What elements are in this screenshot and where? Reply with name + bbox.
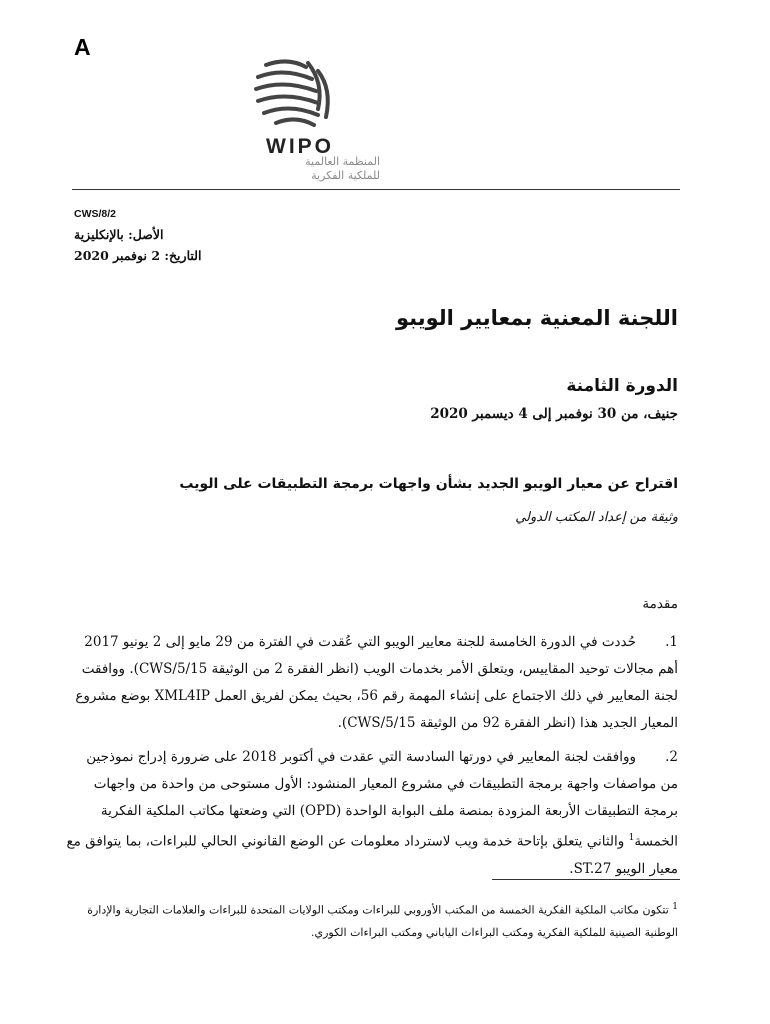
- wipo-globe-icon: [248, 55, 378, 131]
- paragraph-number: 2.: [665, 749, 678, 765]
- section-heading: مقدمة: [642, 596, 678, 612]
- paragraph-number: 1.: [665, 634, 678, 650]
- document-title: اقتراح عن معيار الويبو الجديد بشأن واجهات برمجة التطبيقات على الويب: [179, 476, 678, 492]
- prepared-by: وثيقة من إعداد المكتب الدولي: [515, 510, 678, 525]
- footnote: [66, 896, 678, 944]
- paragraph-text: حُددت في الدورة الخامسة للجنة معايير الويبو التي عُقدت في الفترة من 29 مايو إلى 2 يونيو 2017 أهم مجالات توحيد المقاييس، ويتعلق الأمر بخدمات الويب (انظر الفقرة 2 من الوثيقة CWS/5/15). ووافقت لجنة المعايير في ذلك الاجتماع على إنشاء المهمة رقم 56، بحيث يمكن لفريق العمل XML4IP بوضع مشروع المعيار الجديد هذا (انظر الفقرة 92 من الوثيقة CWS/5/15).: [75, 634, 678, 731]
- footnote-number: 1: [672, 902, 678, 912]
- original-language: الأصل: بالإنكليزية: [74, 227, 164, 242]
- footnote-text: تتكون مكاتب الملكية الفكرية الخمسة من المكتب الأوروبي للبراءات ومكتب الولايات المتحدة للبراءات والعلامات التجارية والإدارة الوطنية الصينية للملكية الفكرية ومكتب البراءات الياباني ومكتب البراءات الكوري.: [87, 903, 678, 939]
- language-letter: A: [74, 34, 91, 60]
- wipo-arabic-name: [305, 155, 380, 183]
- session-place-date: جنيف، من 30 نوفمبر إلى 4 ديسمبر 2020: [430, 406, 678, 422]
- committee-name: اللجنة المعنية بمعايير الويبو: [395, 306, 678, 330]
- paragraph-1: [66, 629, 678, 737]
- wipo-wordmark: WIPO: [266, 135, 334, 158]
- footnote-divider: [492, 879, 680, 880]
- document-date: التاريخ: 2 نوفمبر 2020: [74, 248, 202, 263]
- paragraph-text-continued: والثاني يتعلق بإتاحة خدمة ويب لاسترداد معلومات عن الوضع القانوني الحالي للبراءات، بما يتوافق مع معيار الويبو ST.27.: [66, 833, 678, 877]
- header-divider: [72, 189, 680, 190]
- footnote-reference[interactable]: 1: [628, 833, 635, 843]
- wipo-arabic-name-line2: للملكية الفكرية: [311, 169, 380, 182]
- document-code: CWS/8/2: [74, 208, 117, 220]
- document-meta: [74, 204, 274, 266]
- paragraph-text: ووافقت لجنة المعايير في دورتها السادسة التي عقدت في أكتوبر 2018 على ضرورة إدراج نموذجين من مواصفات واجهة برمجة التطبيقات في مشروع المعيار المنشود: الأول مستوحى من واحدة من واجهات برمجة التطبيقات الأربعة المزودة بمنصة ملف البوابة الواحدة (OPD) التي وضعتها مكاتب الملكية الفكرية الخمسة: [86, 749, 678, 850]
- session-title: الدورة الثامنة: [566, 376, 678, 396]
- wipo-logo: [238, 55, 388, 185]
- wipo-arabic-name-line1: المنظمة العالمية: [305, 155, 380, 168]
- paragraph-2: [66, 744, 678, 883]
